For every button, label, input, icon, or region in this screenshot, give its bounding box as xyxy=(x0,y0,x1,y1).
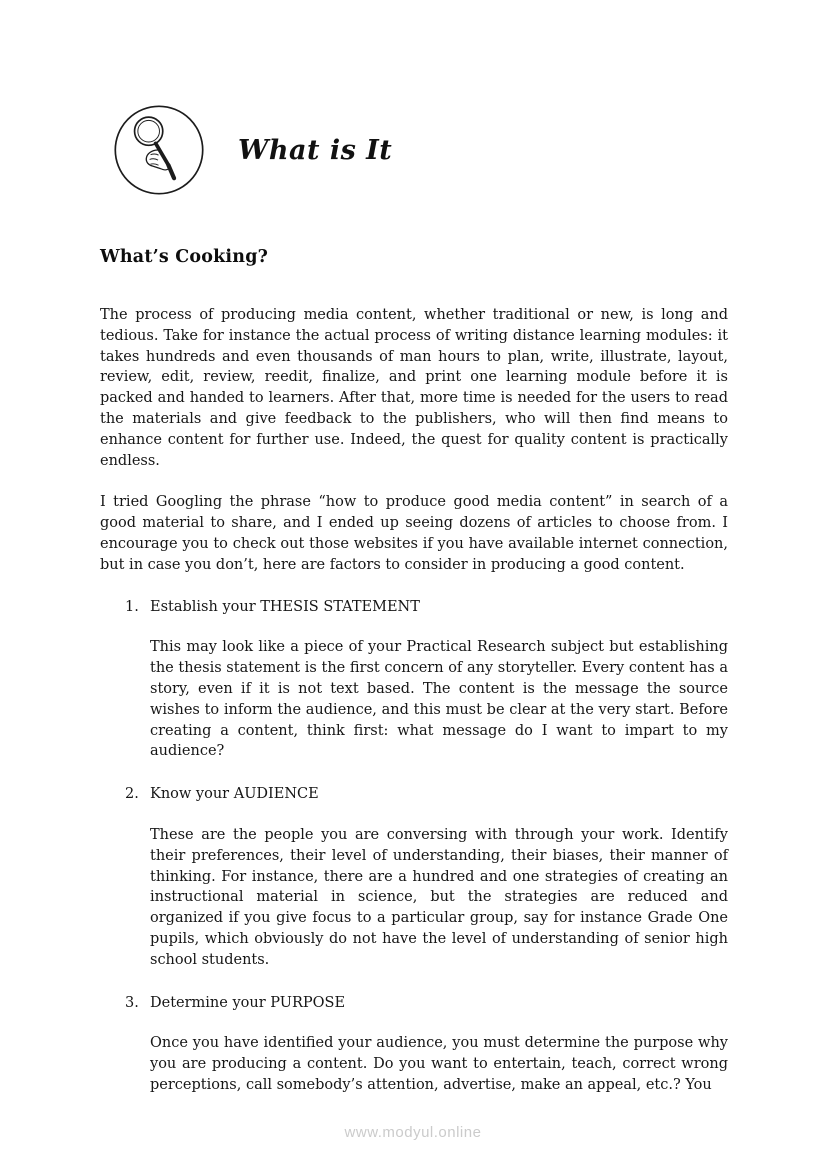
paragraph-intro-1: The process of producing media content, whether traditional or new, is long and tedious. Take for instance the actual process of writing distance learning modules: it takes hundreds and even thousands of man hours to plan, write, illustrate, layout, review, edit, review, reedit, finalize, and print one learning module before it is packed and handed to learners. After that, more time is needed for the users to read the materials and give feedback to the publishers, who will then find means to enhance content for further use. Indeed, the quest for quality content is practically endless. xyxy=(100,307,728,469)
list-item-body-1: This may look like a piece of your Practical Research subject but establishing the thesis statement is the first concern of any storyteller. Every content has a story, even if it is not text based. The content is the message the source wishes to inform the audience, and this must be clear at the very start. Before creating a content, think first: what message do I want to impart to my audience? xyxy=(150,639,728,760)
list-item-number: 3. xyxy=(125,994,139,1011)
paragraph-intro-2: I tried Googling the phrase “how to produce good media content” in search of a good material to share, and I ended up seeing dozens of articles to choose from. I encourage you to check out those websites if you have available internet connection, but in case you don’t, here are factors to consider in producing a good content. xyxy=(100,494,728,573)
watermark-url: www.modyul.online xyxy=(344,1124,482,1141)
list-item-body-2: These are the people you are conversing with through your work. Identify their preferences, their level of understanding, their biases, their manner of thinking. For instance, there are a hundred and one strategies of creating an instructional material in science, but the strategies are reduced and organized if you give focus to a particular group, say for instance Grade One pupils, which obviously do not have the level of understanding of senior high school students. xyxy=(150,826,728,968)
section-heading: What’s Cooking? xyxy=(100,247,269,267)
list-item-number: 2. xyxy=(125,786,139,803)
list-item-title-3 xyxy=(100,993,728,1014)
list-item-title-1 xyxy=(100,597,728,618)
magnifying-glass-hand-icon xyxy=(112,103,206,197)
list-item-number: 1. xyxy=(125,598,139,615)
list-item-label: Know your AUDIENCE xyxy=(150,786,319,803)
list-item-label: Determine your PURPOSE xyxy=(150,994,346,1011)
list-item-body-3: Once you have identified your audience, you must determine the purpose why you are producing a content. Do you want to entertain, teach, correct wrong perceptions, call somebody’s attention, advertise, make an appeal, etc.? You xyxy=(150,1035,728,1093)
factor-list xyxy=(100,597,728,1096)
list-item-title-2 xyxy=(100,784,728,805)
page-title: What is It xyxy=(238,134,393,166)
section-header xyxy=(112,103,728,197)
list-item-label: Establish your THESIS STATEMENT xyxy=(150,598,420,615)
